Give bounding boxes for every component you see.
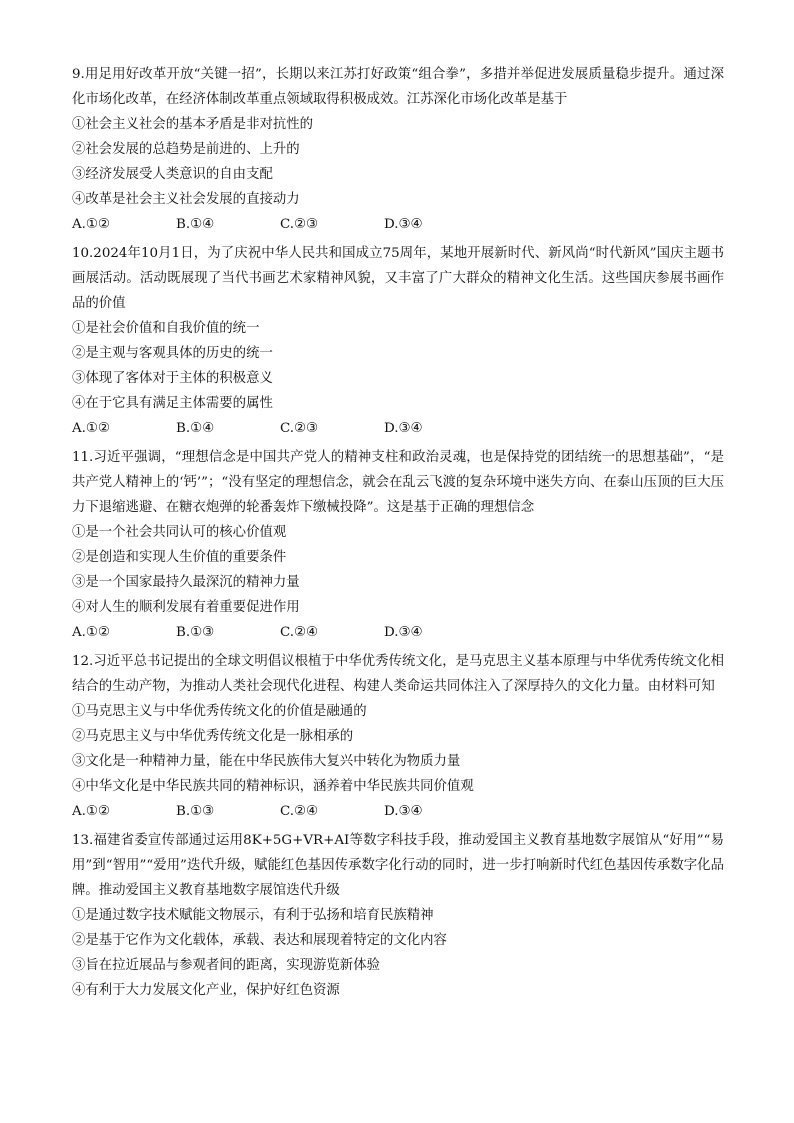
answer-d[interactable]: D.③④: [384, 217, 423, 232]
question-9: [72, 62, 724, 237]
option-3: ③体现了客体对于主体的积极意义: [72, 371, 273, 386]
answer-b[interactable]: B.①④: [176, 217, 215, 232]
question-stem: 11.习近平强调，“理想信念是中国共产党人的精神支柱和政治灵魂，也是保持党的团结统一的思想基础”，“是共产党人精神上的‘钙’”；“没有坚定的理想信念，就会在乱云飞渡的复杂环境中迷失方向、在泰山压顶的巨大压力下退缩逃避、在糖衣炮弹的轮番轰炸下缴械投降”。这是基于正确的理想信念: [72, 450, 724, 515]
option-4: ④在于它具有满足主体需要的属性: [72, 396, 273, 411]
question-11: [72, 445, 724, 645]
answer-choices: [72, 212, 724, 237]
answer-d[interactable]: D.③④: [384, 421, 423, 436]
option-2: ②是主观与客观具体的历史的统一: [72, 346, 273, 361]
option-2: ②马克思主义与中华优秀传统文化是一脉相承的: [72, 729, 354, 744]
option-1: ①是社会价值和自我价值的统一: [72, 321, 260, 336]
answer-b[interactable]: B.①③: [176, 804, 215, 819]
option-1: ①马克思主义与中华优秀传统文化的价值是融通的: [72, 704, 367, 719]
question-stem: 13.福建省委宣传部通过运用8K+5G+VR+AI等数字科技手段，推动爱国主义教育基地数字展馆从“好用”“易用”到“智用”“爱用”迭代升级，赋能红色基因传承数字化行动的同时，进一步打响新时代红色基因传承数字化品牌。推动爱国主义教育基地数字展馆迭代升级: [72, 833, 724, 898]
answer-choices: [72, 416, 724, 441]
question-stem: 10.2024年10月1日，为了庆祝中华人民共和国成立75周年，某地开展新时代、新风尚“时代新风”国庆主题书画展活动。活动既展现了当代书画艺术家精神风貌，又丰富了广大群众的精神文化生活。这些国庆参展书画作品的价值: [72, 246, 724, 311]
answer-a[interactable]: A.①②: [72, 804, 110, 819]
option-4: ④对人生的顺利发展有着重要促进作用: [72, 600, 300, 615]
answer-a[interactable]: A.①②: [72, 625, 110, 640]
option-3: ③经济发展受人类意识的自由支配: [72, 167, 273, 182]
answer-choices: [72, 799, 724, 824]
answer-choices: [72, 620, 724, 645]
question-12: [72, 649, 724, 824]
option-4: ④中华文化是中华民族共同的精神标识，涵养着中华民族共同价值观: [72, 779, 474, 794]
answer-c[interactable]: C.②③: [280, 421, 319, 436]
answer-d[interactable]: D.③④: [384, 625, 423, 640]
question-stem: 9.用足用好改革开放“关键一招”，长期以来江苏打好政策“组合拳”，多措并举促进发展质量稳步提升。通过深化市场化改革，在经济体制改革重点领域取得积极成效。江苏深化市场化改革是基于: [72, 67, 724, 107]
option-2: ②社会发展的总趋势是前进的、上升的: [72, 142, 300, 157]
exam-page: [72, 62, 724, 1007]
option-3: ③旨在拉近展品与参观者间的距离，实现游览新体验: [72, 958, 380, 973]
option-1: ①是一个社会共同认可的核心价值观: [72, 525, 287, 540]
answer-a[interactable]: A.①②: [72, 217, 110, 232]
answer-b[interactable]: B.①④: [176, 421, 215, 436]
option-3: ③文化是一种精神力量，能在中华民族伟大复兴中转化为物质力量: [72, 754, 461, 769]
answer-c[interactable]: C.②④: [280, 625, 319, 640]
question-10: [72, 241, 724, 441]
answer-d[interactable]: D.③④: [384, 804, 423, 819]
option-1: ①社会主义社会的基本矛盾是非对抗性的: [72, 117, 314, 132]
option-4: ④改革是社会主义社会发展的直接动力: [72, 192, 300, 207]
question-stem: 12.习近平总书记提出的全球文明倡议根植于中华优秀传统文化，是马克思主义基本原理与中华优秀传统文化相结合的生动产物，为推动人类社会现代化进程、构建人类命运共同体注入了深厚持久的文化力量。由材料可知: [72, 654, 724, 694]
option-2: ②是创造和实现人生价值的重要条件: [72, 550, 287, 565]
option-3: ③是一个国家最持久最深沉的精神力量: [72, 575, 300, 590]
option-4: ④有利于大力发展文化产业，保护好红色资源: [72, 983, 340, 998]
answer-b[interactable]: B.①③: [176, 625, 215, 640]
answer-c[interactable]: C.②④: [280, 804, 319, 819]
option-2: ②是基于它作为文化载体，承载、表达和展现着特定的文化内容: [72, 933, 447, 948]
answer-c[interactable]: C.②③: [280, 217, 319, 232]
option-1: ①是通过数字技术赋能文物展示，有利于弘扬和培育民族精神: [72, 908, 434, 923]
answer-a[interactable]: A.①②: [72, 421, 110, 436]
question-13: [72, 828, 724, 1003]
